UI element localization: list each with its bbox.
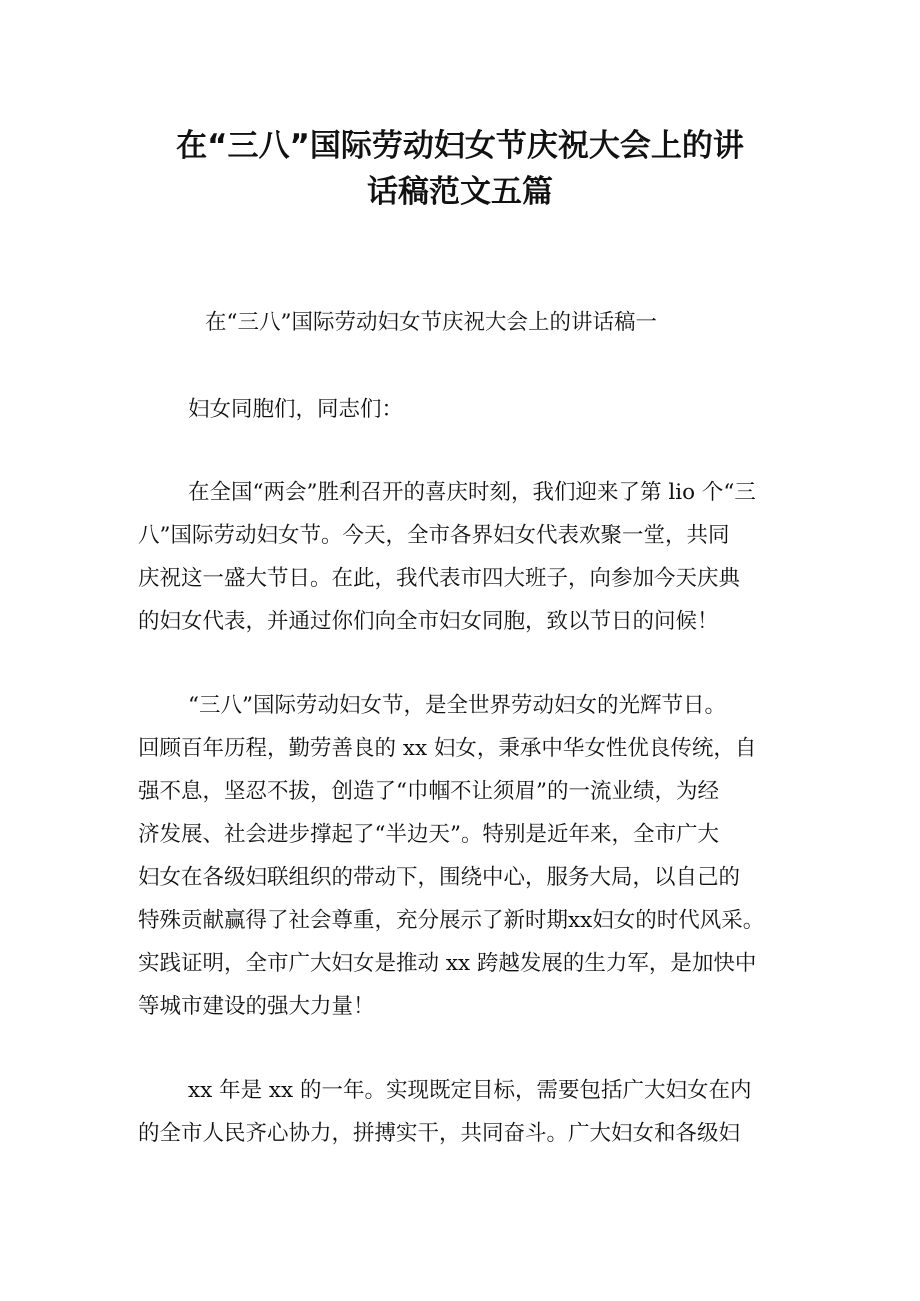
paragraph-2-line-2: 回顾百年历程，勤劳善良的 xx 妇女，秉承中华女性优良传统，自 [138, 736, 757, 761]
paragraph-1-line-3: 庆祝这一盛大节日。在此，我代表市四大班子，向参加今天庆典 [138, 566, 741, 591]
paragraph-2-line-5: 妇女在各级妇联组织的带动下，围绕中心，服务大局，以自己的 [138, 865, 741, 890]
paragraph-2-line-3: 强不息，坚忍不拔，创造了“巾帼不让须眉”的一流业绩，为经 [138, 779, 719, 804]
document-title-line-1: 在“三八”国际劳动妇女节庆祝大会上的讲 [176, 128, 744, 164]
paragraph-1-line-1: 在全国“两会”胜利召开的喜庆时刻，我们迎来了第 lio 个“三 [188, 480, 756, 505]
paragraph-2-line-6: 特殊贡献赢得了社会尊重，充分展示了新时期xx妇女的时代风采。 [138, 908, 765, 933]
paragraph-2-line-7: 实践证明，全市广大妇女是推动 xx 跨越发展的生力军，是加快中 [138, 951, 757, 976]
section-title: 在“三八”国际劳动妇女节庆祝大会上的讲话稿一 [205, 310, 657, 335]
paragraph-2-line-1: “三八”国际劳动妇女节，是全世界劳动妇女的光辉节日。 [188, 693, 726, 718]
paragraph-1-line-4: 的妇女代表，并通过你们向全市妇女同胞，致以节日的问候！ [138, 609, 719, 634]
paragraph-3-line-1: xx 年是 xx 的一年。实现既定目标，需要包括广大妇女在内 [188, 1078, 752, 1103]
salutation: 妇女同胞们，同志们： [188, 397, 404, 422]
paragraph-3-line-2: 的全市人民齐心协力，拼搏实干，共同奋斗。广大妇女和各级妇 [138, 1121, 741, 1146]
paragraph-1-line-2: 八”国际劳动妇女节。今天，全市各界妇女代表欢聚一堂，共同 [138, 523, 730, 548]
document-title-line-2: 话稿范文五篇 [367, 174, 553, 210]
paragraph-2-line-4: 济发展、社会进步撑起了“半边天”。特别是近年来，全市广大 [138, 822, 719, 847]
paragraph-2-line-8: 等城市建设的强大力量！ [138, 994, 375, 1019]
